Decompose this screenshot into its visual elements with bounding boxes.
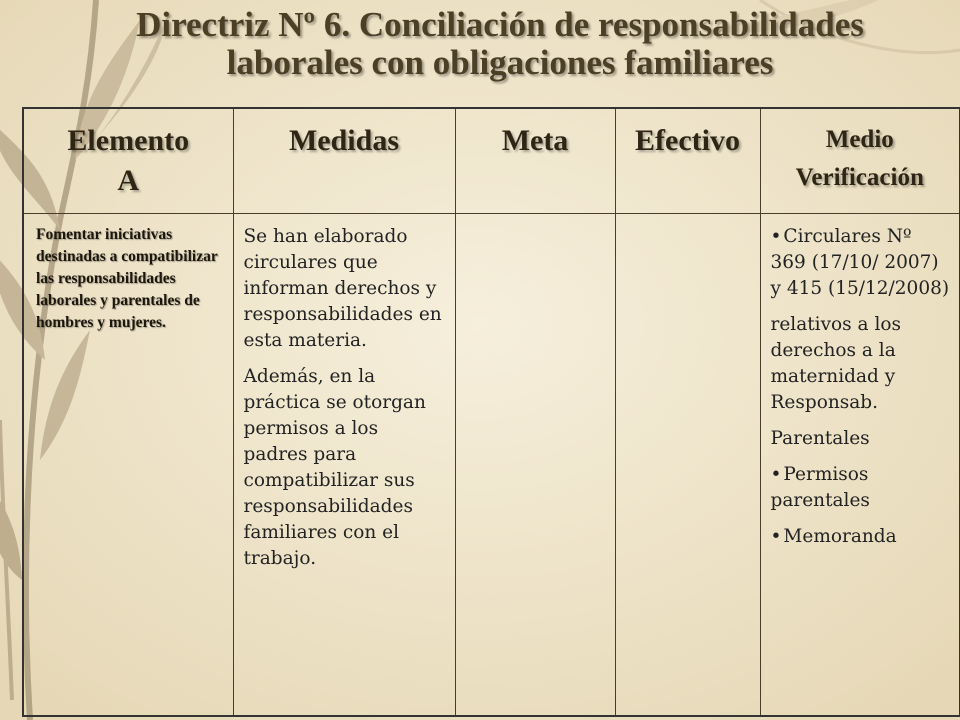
cell-efectivo xyxy=(615,214,760,717)
cell-elemento: Fomentar iniciativas destinadas a compatibilizar las responsabilidades laborales y parentales de hombres y mujeres. xyxy=(23,214,233,717)
header-meta xyxy=(455,108,615,214)
header-elemento-line1: Elemento xyxy=(67,124,190,157)
table-row xyxy=(23,214,960,717)
table-header-row xyxy=(23,108,960,214)
page-title xyxy=(40,6,960,82)
medio-item-circulares: • Circulares Nº 369 (17/10/ 2007) y 415 (15/12/2008) xyxy=(771,224,952,302)
medio-item-parentales: Parentales xyxy=(770,428,870,449)
medio-item-permisos: • Permisos parentales xyxy=(771,462,952,514)
cell-medio-verificacion xyxy=(760,214,960,717)
medio-item-relativos: relativos a los derechos a la maternidad y Responsab. xyxy=(770,314,902,413)
header-medio-verificacion xyxy=(760,108,960,214)
medidas-paragraph-2: Además, en la práctica se otorgan permisos a los padres para compatibilizar sus responsabilidades familiares con el trabajo. xyxy=(243,366,426,569)
header-efectivo-label: Efectivo xyxy=(635,124,740,157)
header-elemento xyxy=(23,108,233,214)
header-meta-label: Meta xyxy=(501,124,569,157)
header-medio-line1: Medio xyxy=(825,126,894,153)
header-medidas-label: Medidas xyxy=(288,124,399,157)
title-line-1: Directriz Nº 6. Conciliación de responsabilidades xyxy=(136,5,864,44)
directive-table xyxy=(22,107,960,717)
cell-medidas xyxy=(233,214,455,717)
header-efectivo xyxy=(615,108,760,214)
title-line-2: laborales con obligaciones familiares xyxy=(226,43,774,82)
cell-meta xyxy=(455,214,615,717)
header-medio-line2: Verificación xyxy=(795,164,924,191)
header-medidas xyxy=(233,108,455,214)
header-elemento-line2: A xyxy=(117,164,140,197)
medio-item-memoranda: • Memoranda xyxy=(771,524,952,550)
medidas-paragraph-1: Se han elaborado circulares que informan derechos y responsabilidades en esta materia. xyxy=(243,226,442,351)
